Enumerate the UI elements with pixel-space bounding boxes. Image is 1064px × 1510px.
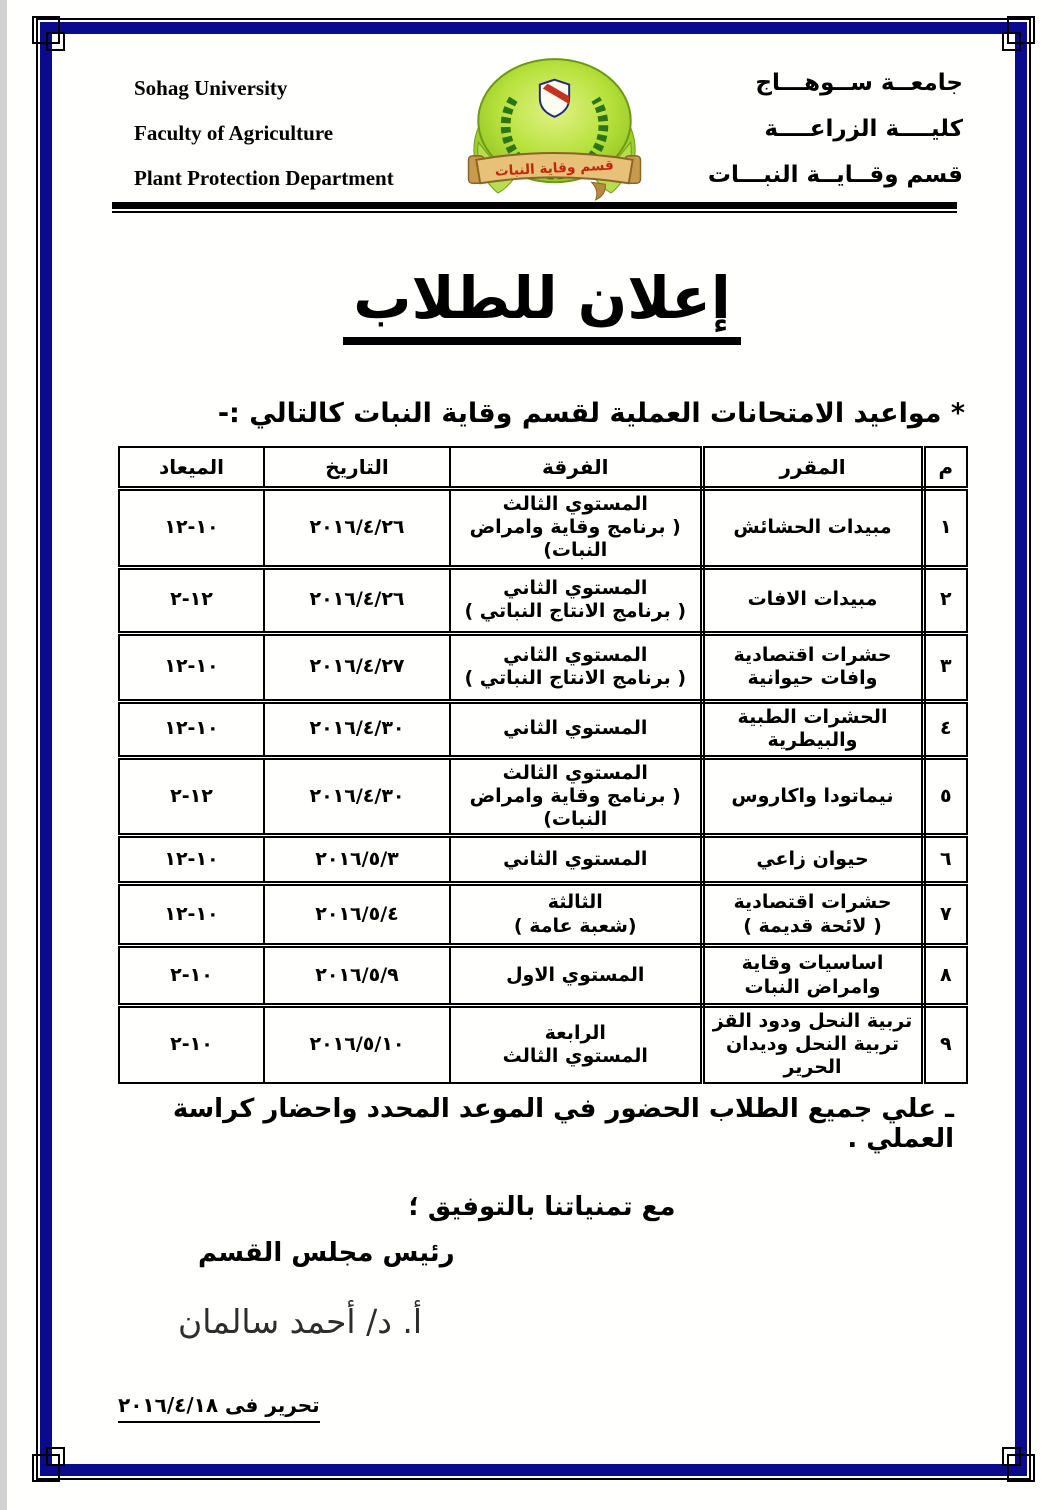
cell-number: ١ [923, 489, 967, 568]
cell-date: ٢٠١٦/٤/٢٧ [264, 633, 450, 701]
cell-date: ٢٠١٦/٤/٣٠ [264, 701, 450, 757]
faculty-name-en: Faculty of Agriculture [134, 121, 334, 145]
department-head-title: رئيس مجلس القسم [198, 1237, 455, 1268]
logo-banner-text: قسم وقاية النبات [494, 157, 615, 180]
cell-date: ٢٠١٦/٥/٩ [264, 946, 450, 1006]
signature: أ. د/ أحمد سالمان [178, 1301, 423, 1341]
cell-time: ١٠-١٢ [119, 884, 264, 946]
frame-corner-ornament [993, 1442, 1037, 1486]
page-title: إعلان للطلاب [343, 262, 741, 345]
cell-group: المستوي الثالث ( برنامج وقاية وامراض النبات) [450, 489, 702, 568]
cell-number: ٦ [923, 836, 967, 884]
cell-date: ٢٠١٦/٥/٤ [264, 884, 450, 946]
cell-number: ٧ [923, 884, 967, 946]
table-row [119, 489, 967, 568]
table-header-row [119, 447, 967, 489]
cell-group: الثالثة (شعبة عامة ) [450, 884, 702, 946]
logo-banner [469, 153, 641, 200]
cell-number: ٤ [923, 701, 967, 757]
good-luck-line: مع تمنياتنا بالتوفيق ؛ [408, 1191, 676, 1222]
cell-number: ٨ [923, 946, 967, 1006]
issue-date: تحرير فى ٢٠١٦/٤/١٨ [118, 1393, 320, 1423]
frame-corner-ornament [30, 12, 74, 56]
cell-date: ٢٠١٦/٤/٢٦ [264, 567, 450, 633]
cell-date: ٢٠١٦/٤/٢٦ [264, 489, 450, 568]
cell-time: ١٠-١٢ [119, 701, 264, 757]
department-name-ar: قسم وقــايــة النبـــات [707, 162, 963, 188]
letterhead-divider-rule [112, 202, 957, 213]
table-row [119, 946, 967, 1006]
table-row [119, 701, 967, 757]
cell-course: حشرات اقتصادية ( لائحة قديمة ) [702, 884, 923, 946]
cell-number: ٣ [923, 633, 967, 701]
university-logo-image [447, 54, 662, 206]
cell-group: المستوي الثاني [450, 836, 702, 884]
cell-time: ١٠-٢ [119, 946, 264, 1006]
cell-group: المستوي الاول [450, 946, 702, 1006]
cell-group: المستوي الثالث ( برنامج وقاية وامراض النبات) [450, 757, 702, 836]
cell-group: المستوي الثاني ( برنامج الانتاج النباتي ) [450, 567, 702, 633]
table-row [119, 757, 967, 836]
cell-number: ٥ [923, 757, 967, 836]
cell-date: ٢٠١٦/٤/٣٠ [264, 757, 450, 836]
cell-course: مبيدات الافات [702, 567, 923, 633]
col-header-number: م [923, 447, 967, 489]
cell-time: ١٢-٢ [119, 567, 264, 633]
table-row [119, 1006, 967, 1083]
cell-course: حيوان زاعي [702, 836, 923, 884]
cell-course: مبيدات الحشائش [702, 489, 923, 568]
cell-course: الحشرات الطبية والبيطرية [702, 701, 923, 757]
table-row [119, 836, 967, 884]
issue-date-line [118, 1393, 966, 1423]
attendance-note: ـ علي جميع الطلاب الحضور في الموعد المحدد واحضار كراسة العملي . [172, 1093, 954, 1154]
scan-edge-shadow [0, 0, 7, 1510]
exam-schedule-table [118, 446, 968, 1084]
col-header-group: الفرقة [450, 447, 702, 489]
frame-corner-ornament [30, 1442, 74, 1486]
cell-date: ٢٠١٦/٥/٣ [264, 836, 450, 884]
letterhead-english [134, 66, 464, 201]
university-logo [447, 54, 662, 206]
department-name-en: Plant Protection Department [134, 166, 394, 190]
cell-course: حشرات اقتصادية وافات حيوانية [702, 633, 923, 701]
frame-corner-ornament [993, 12, 1037, 56]
cell-time: ١٠-١٢ [119, 633, 264, 701]
cell-time: ١٠-١٢ [119, 489, 264, 568]
col-header-date: التاريخ [264, 447, 450, 489]
cell-group: الرابعة المستوي الثالث [450, 1006, 702, 1083]
cell-number: ٩ [923, 1006, 967, 1083]
faculty-name-ar: كليــــة الزراعــــة [764, 116, 963, 142]
cell-group: المستوي الثاني [450, 701, 702, 757]
cell-date: ٢٠١٦/٥/١٠ [264, 1006, 450, 1083]
cell-course: تربية النحل ودود القز تربية النحل وديدان الحرير [702, 1006, 923, 1083]
university-name-ar: جامعــة ســوهـــاج [755, 70, 963, 96]
cell-time: ١٠-٢ [119, 1006, 264, 1083]
col-header-time: الميعاد [119, 447, 264, 489]
col-header-course: المقرر [702, 447, 923, 489]
subtitle: * مواعيد الامتحانات العملية لقسم وقاية النبات كالتالي :- [217, 398, 965, 429]
cell-course: نيماتودا واكاروس [702, 757, 923, 836]
cell-time: ١٢-٢ [119, 757, 264, 836]
logo-shield [540, 80, 569, 117]
cell-number: ٢ [923, 567, 967, 633]
university-name-en: Sohag University [134, 76, 288, 100]
table-row [119, 884, 967, 946]
table-row [119, 633, 967, 701]
cell-course: اساسيات وقاية وامراض النبات [702, 946, 923, 1006]
table-row [119, 567, 967, 633]
cell-time: ١٠-١٢ [119, 836, 264, 884]
cell-group: المستوي الثاني ( برنامج الانتاج النباتي ) [450, 633, 702, 701]
letterhead-arabic [683, 60, 963, 198]
